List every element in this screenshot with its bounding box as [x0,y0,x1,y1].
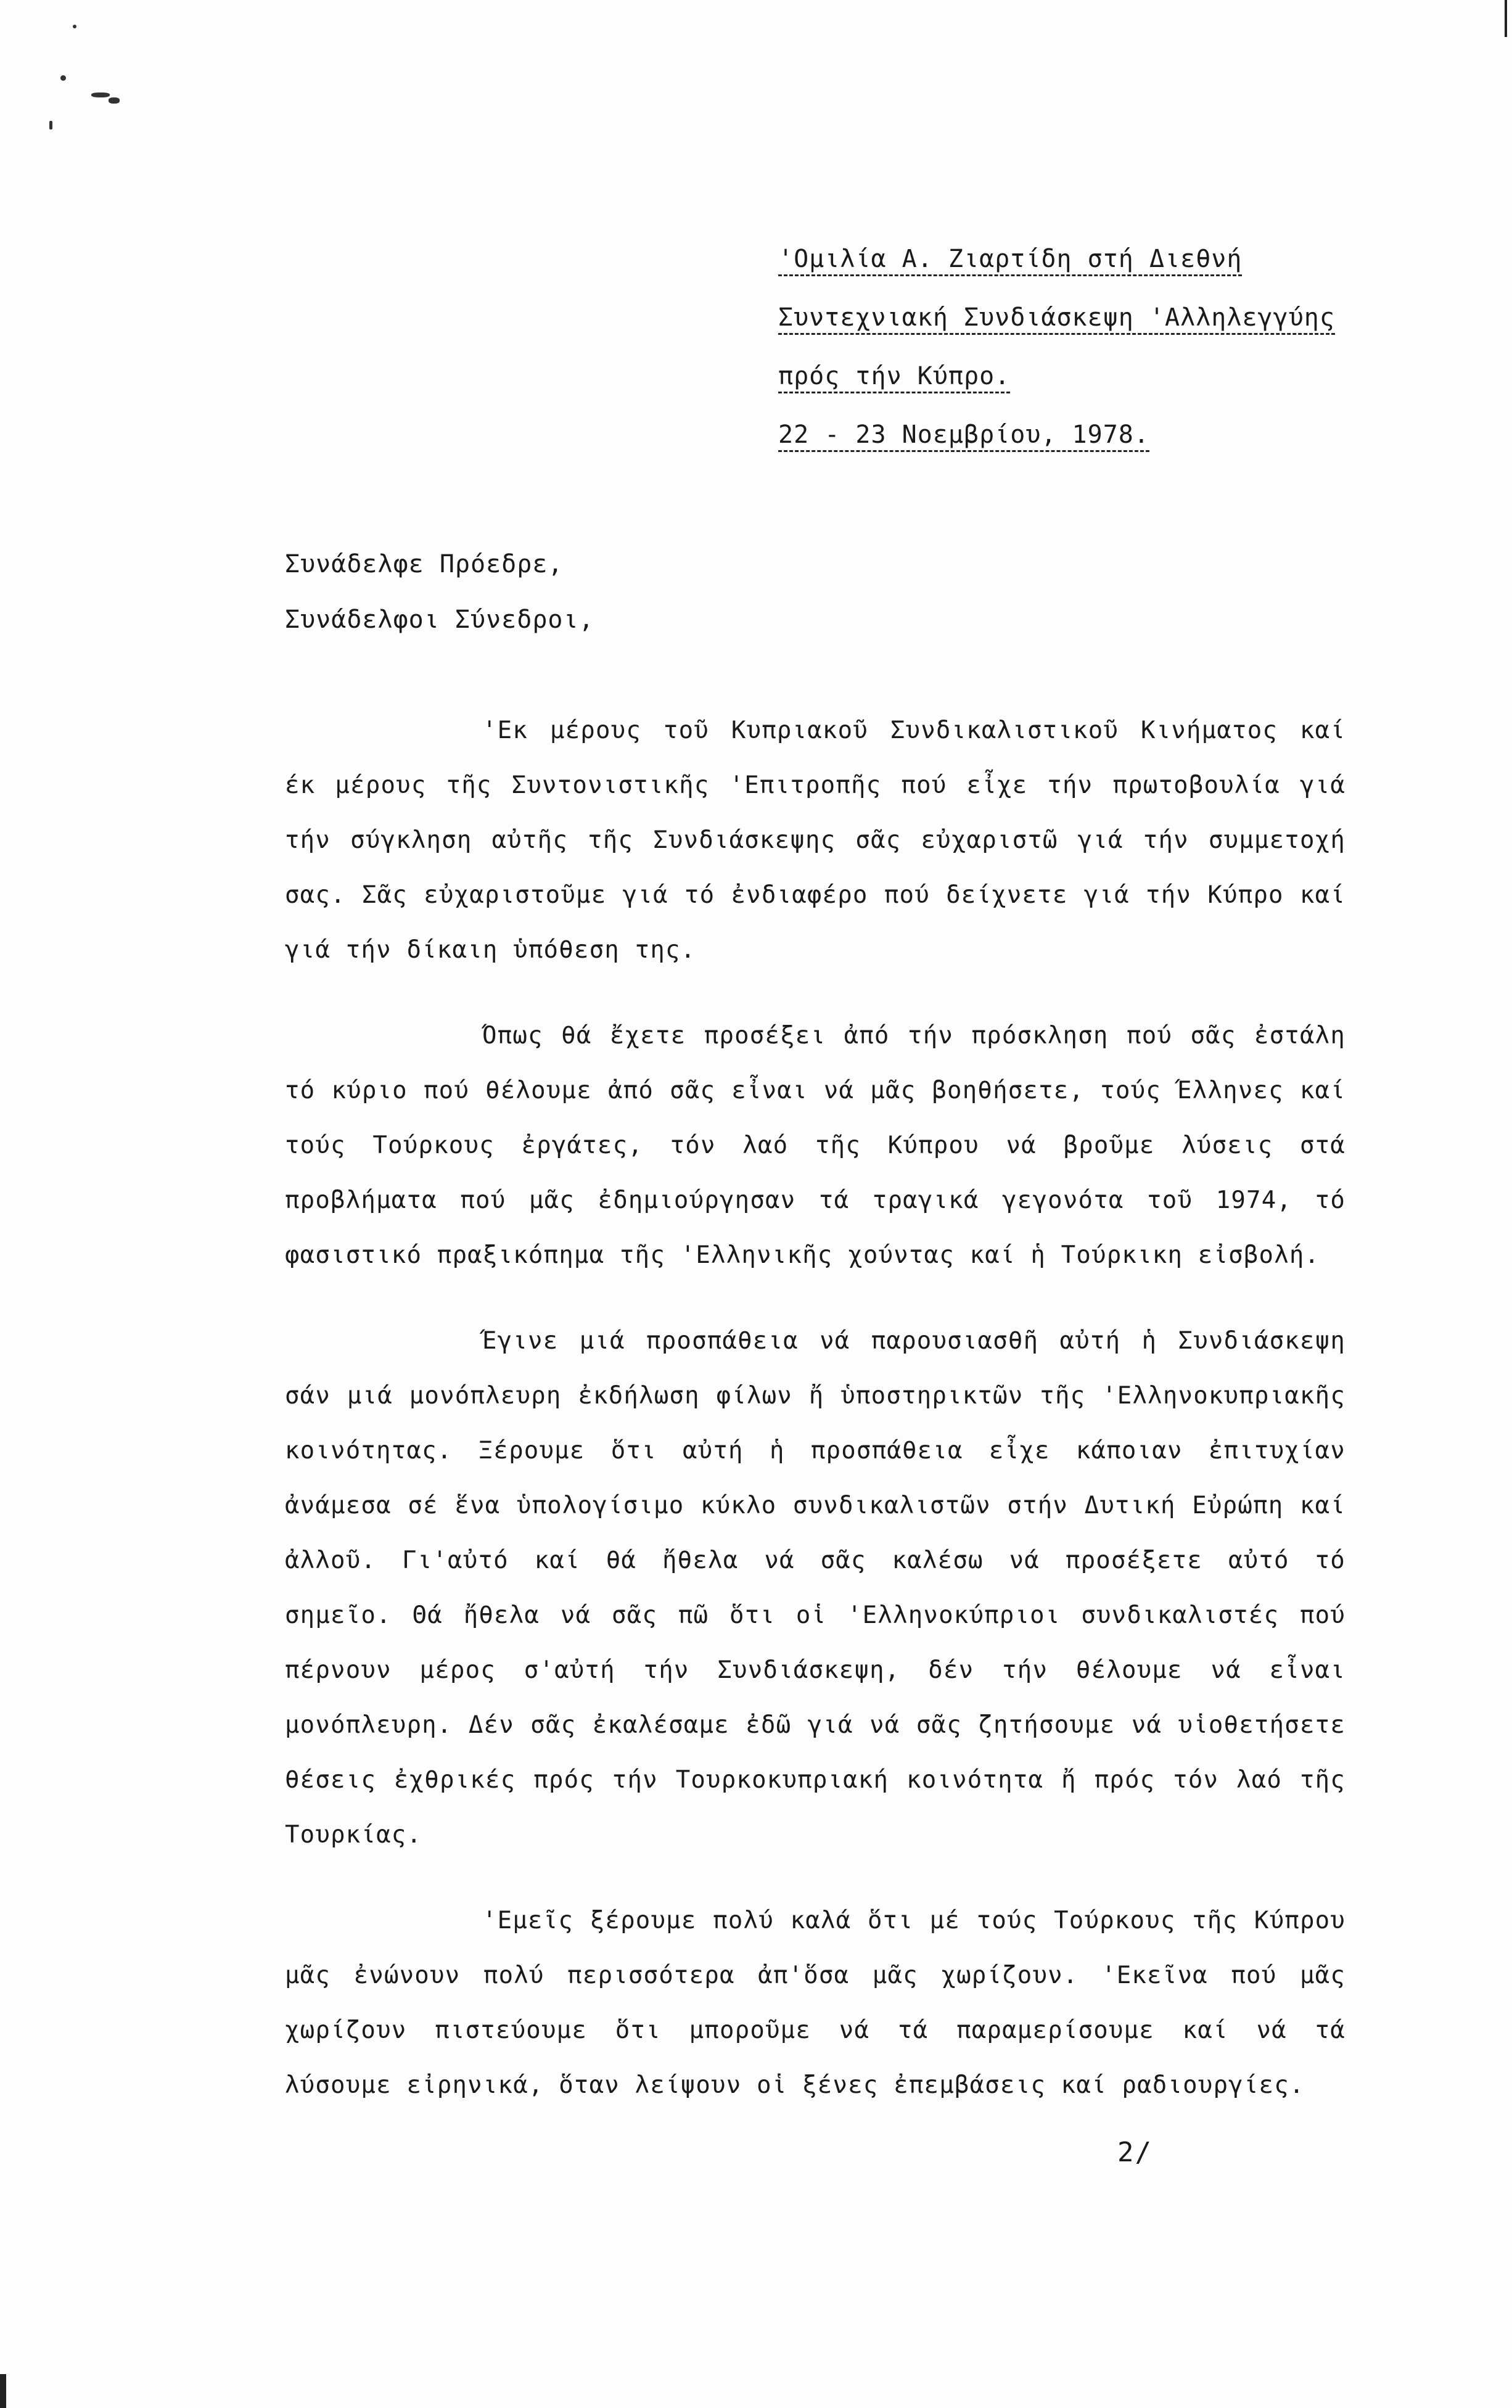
salutation-chairman: Συνάδελφε Πρόεδρε, [285,550,564,578]
salutation-delegates: Συνάδελφοι Σύνεδροι, [285,606,594,634]
letter-body [285,703,1346,2143]
scan-speck [60,75,66,81]
paragraph: Έγινε μιά προσπάθεια νά παρουσιασθῆ αὐτή ἡ Συνδιάσκεψη σάν μιά μονόπλευρη ἐκδήλωση φίλων ἤ ὑποστηρικτῶν τῆς 'Ελληνοκυπριακῆς κοινότητας. Ξέρουμε ὅτι αὐτή ἡ προσπάθεια εἶχε κάποιαν ἐπιτυχίαν ἀνάμεσα σέ ἕνα ὑπολογίσιμο κύκλο συνδικαλιστῶν στήν Δυτική Εὐρώπη καί ἀλλοῦ. Γι'αὐτό καί θά ἤθελα νά σᾶς καλέσω νά προσέξετε αὐτό τό σημεῖο. Θά ἤθελα νά σᾶς πῶ ὅτι οἱ 'Ελληνοκύπριοι συνδικαλιστές πού πέρνουν μέρος σ'αὐτή τήν Συνδιάσκεψη, δέν τήν θέλουμε νά εἶναι μονόπλευρη. Δέν σᾶς ἐκαλέσαμε ἐδῶ γιά νά σᾶς ζητήσουμε νά υἱοθετήσετε θέσεις ἐχθρικές πρός τήν Τουρκοκυπριακή κοινότητα ἤ πρός τόν λαό τῆς Τουρκίας. [285,1327,1346,1849]
salutation [285,536,594,647]
scan-edge-mark [1505,0,1507,37]
paragraph: 'Εμεῖς ξέρουμε πολύ καλά ὅτι μέ τούς Τούρκους τῆς Κύπρου μᾶς ἐνώνουν πολύ περισσότερα ἀπ'ὅσα μᾶς χωρίζουν. 'Εκεῖνα πού μᾶς χωρίζουν πιστεύουμε ὅτι μποροῦμε νά τά παραμερίσουμε καί νά τά λύσουμε εἰρηνικά, ὅταν λείψουν οἱ ξένες ἐπεμβάσεις καί ραδιουργίες. [285,1907,1346,2099]
scan-speck [109,97,120,104]
paragraph: 'Εκ μέρους τοῦ Κυπριακοῦ Συνδικαλιστικοῦ Κινήματος καί έκ μέρους τῆς Συντονιστικῆς 'Επιτροπῆς πού εἶχε τήν πρωτοβουλία γιά τήν σύγκληση αὐτῆς τῆς Συνδιάσκεψης σᾶς εὐχαριστῶ γιά τήν συμμετοχή σας. Σᾶς εὐχαριστοῦμε γιά τό ἐνδιαφέρο πού δείχνετε γιά τήν Κύπρο καί γιά τήν δίκαιη ὑπόθεση της. [285,717,1346,964]
scan-speck [49,121,52,129]
heading-subject-line: πρός τήν Κύπρο. [778,361,1010,393]
scan-speck [73,25,76,28]
scan-speck [91,92,110,97]
document-heading [778,244,1395,478]
scan-edge-mark [0,2374,6,2408]
paragraph: Όπως θά ἔχετε προσέξει ἀπό τήν πρόσκληση πού σᾶς ἐστάλη τό κύριο πού θέλουμε ἀπό σᾶς εἶναι νά μᾶς βοηθήσετε, τούς Έλληνες καί τούς Τούρκους ἐργάτες, τόν λαό τῆς Κύπρου νά βροῦμε λύσεις στά προβλήματα πού μᾶς ἐδημιούργησαν τά τραγικά γεγονότα τοῦ 1974, τό φασιστικό πραξικόπημα τῆς 'Ελληνικῆς χούντας καί ἡ Τούρκικη εἰσβολή. [285,1022,1346,1269]
heading-date-line: 22 - 23 Νοεμβρίου, 1978. [778,419,1149,452]
heading-title-line: 'Ομιλία Α. Ζιαρτίδη στή Διεθνή [778,244,1242,276]
page-number: 2/ [1117,2137,1152,2168]
heading-conference-line: Συντεχνιακή Συνδιάσκεψη 'Αλληλεγγύης [778,302,1335,335]
